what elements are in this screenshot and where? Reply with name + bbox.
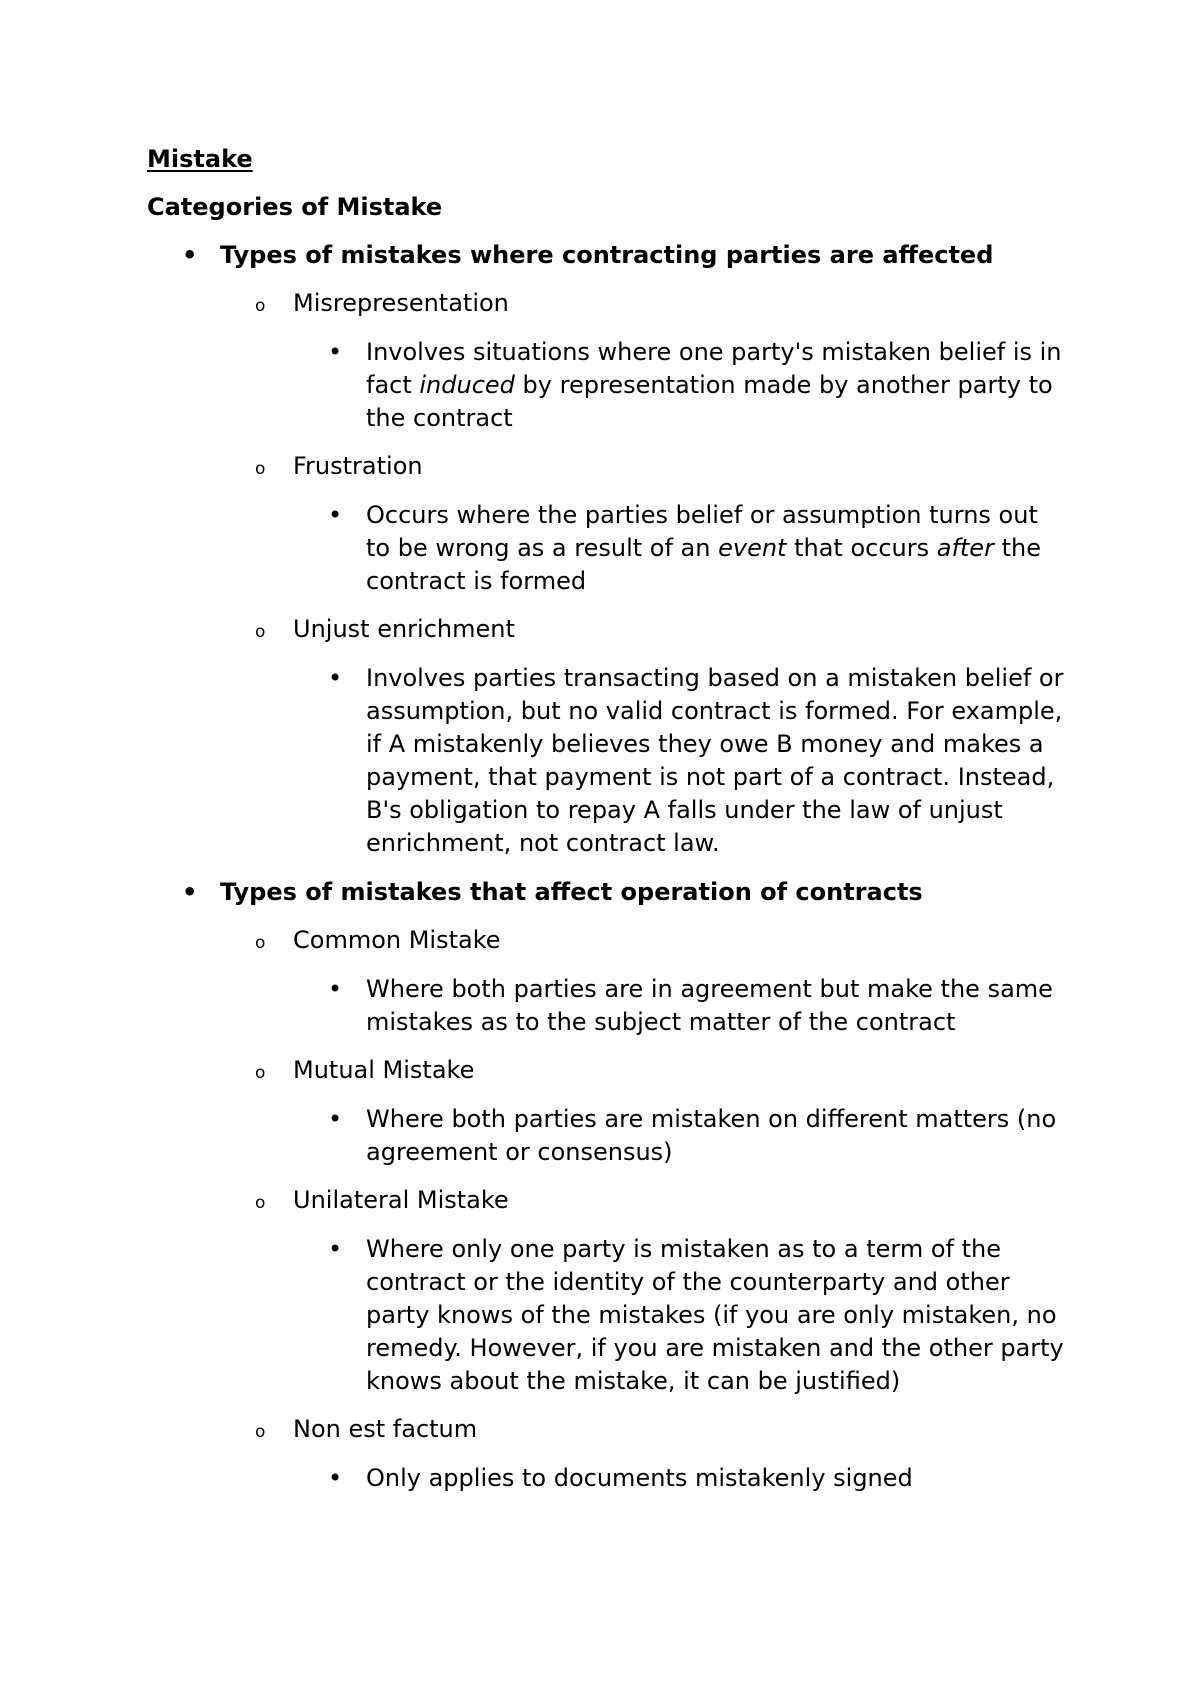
bullet-level1: •	[182, 241, 198, 269]
item-desc-unilateral-mistake: Where only one party is mistaken as to a term of the contract or the identity of the counterparty and other party knows of the mistakes (if you are only mistaken, no remedy. However, if you are mistaken and the other party knows about the mistake, it can be justified)	[366, 1235, 1064, 1395]
bullet-level2: o	[255, 933, 266, 953]
bullet-level3: •	[328, 338, 343, 366]
bullet-level3: •	[328, 975, 343, 1003]
bullet-level1: •	[182, 878, 198, 906]
item-desc-misrepresentation: Involves situations where one party's mistaken belief is in fact induced by representation made by another party to the contract	[366, 338, 1062, 432]
item-label-mutual-mistake: Mutual Mistake	[293, 1056, 475, 1084]
bullet-level3: •	[328, 664, 343, 692]
bullet-level2: o	[255, 459, 266, 479]
section-heading-1: Types of mistakes where contracting parties are affected	[220, 241, 994, 269]
item-desc-mutual-mistake: Where both parties are mistaken on different matters (no agreement or consensus)	[366, 1105, 1057, 1166]
item-desc-non-est-factum: Only applies to documents mistakenly signed	[366, 1464, 913, 1492]
document-title: Mistake	[147, 145, 253, 173]
bullet-level2: o	[255, 622, 266, 642]
item-label-misrepresentation: Misrepresentation	[293, 289, 509, 317]
item-label-unilateral-mistake: Unilateral Mistake	[293, 1186, 509, 1214]
bullet-level2: o	[255, 296, 266, 316]
section-subtitle: Categories of Mistake	[147, 193, 443, 221]
item-desc-unjust-enrichment: Involves parties transacting based on a mistaken belief or assumption, but no valid contract is formed. For example, if A mistakenly believes they owe B money and makes a payment, that payment is not part of a contract. Instead, B's obligation to repay A falls under the law of unjust enrichment, not contract law.	[366, 664, 1064, 857]
bullet-level3: •	[328, 1105, 343, 1133]
item-label-frustration: Frustration	[293, 452, 423, 480]
item-label-common-mistake: Common Mistake	[293, 926, 501, 954]
item-desc-common-mistake: Where both parties are in agreement but make the same mistakes as to the subject matter of the contract	[366, 975, 1053, 1036]
item-label-non-est-factum: Non est factum	[293, 1415, 478, 1443]
bullet-level2: o	[255, 1063, 266, 1083]
item-label-unjust-enrichment: Unjust enrichment	[293, 615, 515, 643]
bullet-level3: •	[328, 501, 343, 529]
section-heading-2: Types of mistakes that affect operation of contracts	[220, 878, 923, 906]
bullet-level3: •	[328, 1235, 343, 1263]
item-desc-frustration: Occurs where the parties belief or assumption turns out to be wrong as a result of an event that occurs after the contract is formed	[366, 501, 1041, 595]
bullet-level2: o	[255, 1422, 266, 1442]
bullet-level3: •	[328, 1464, 343, 1492]
bullet-level2: o	[255, 1193, 266, 1213]
